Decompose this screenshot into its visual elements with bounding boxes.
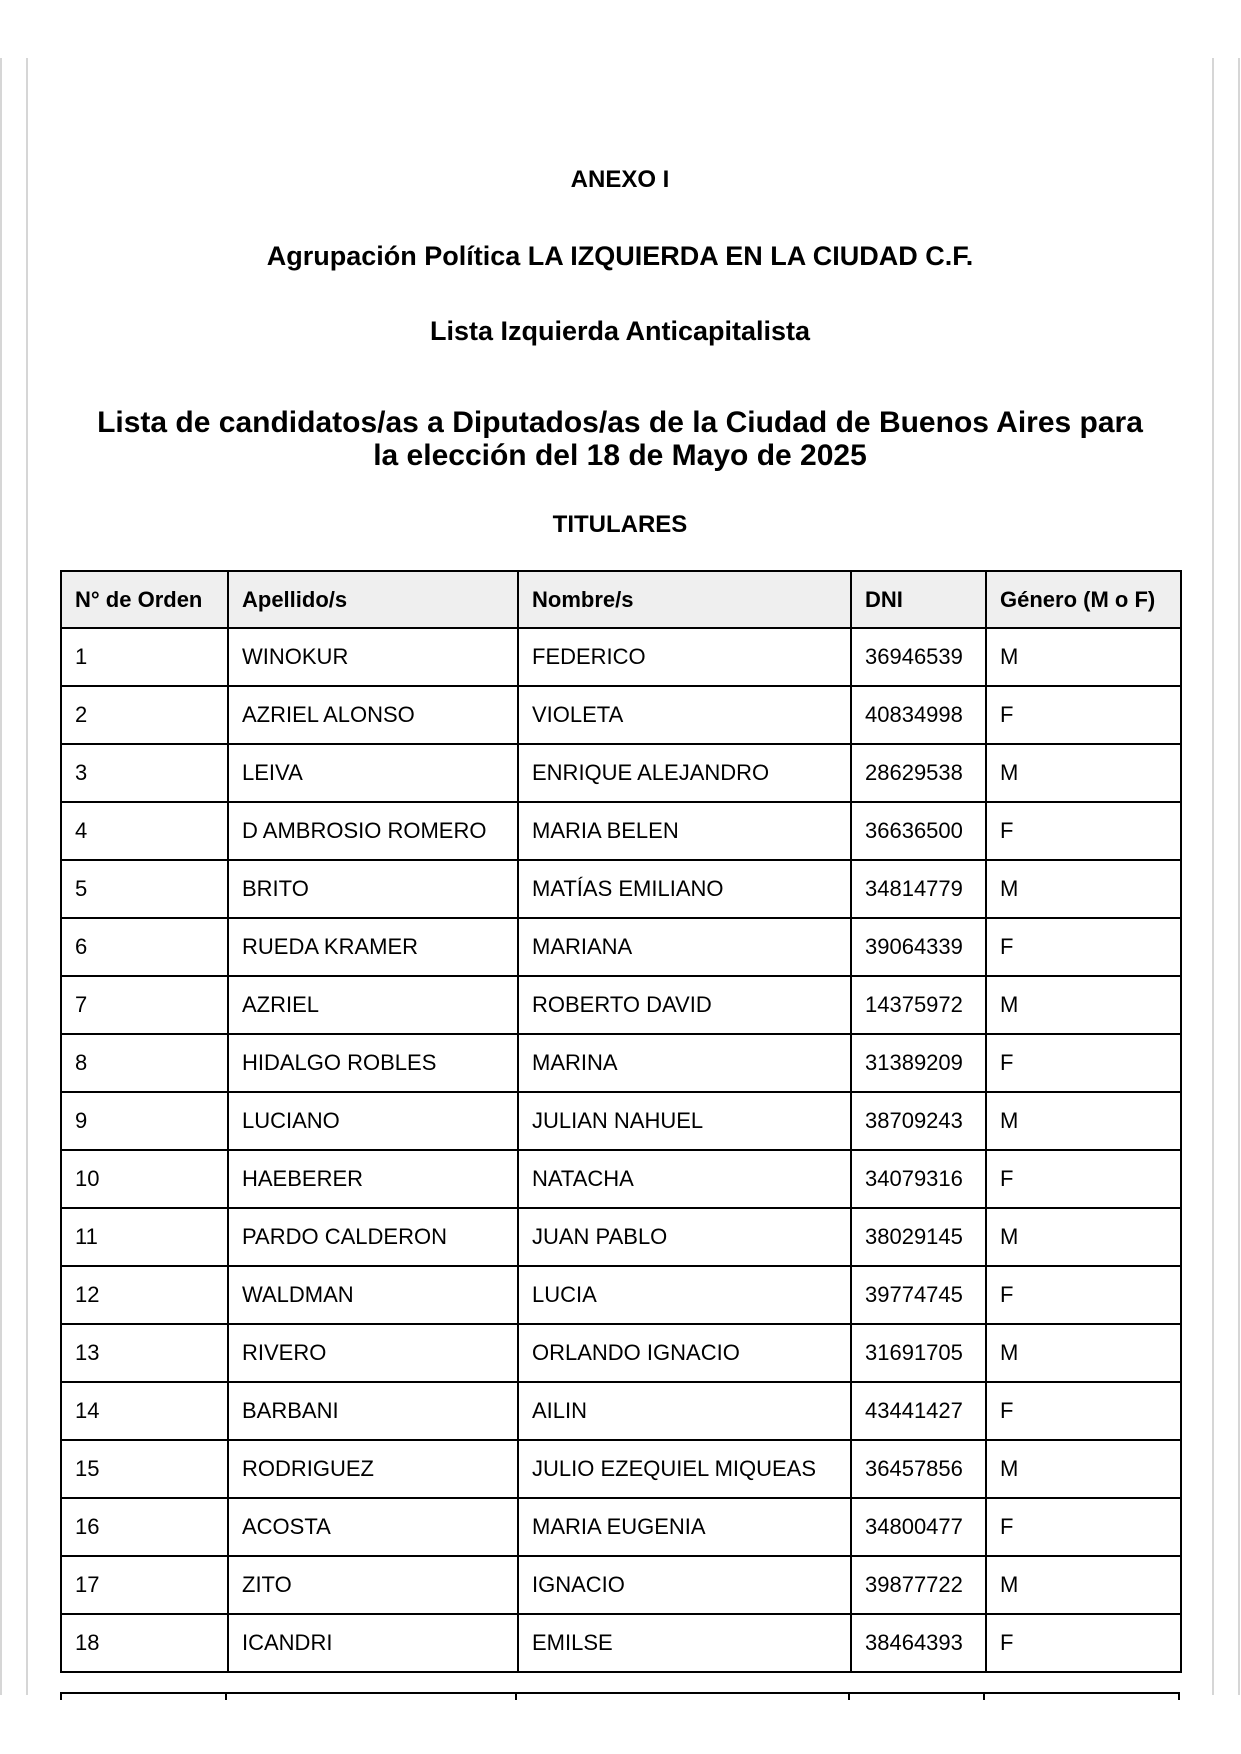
cell-genero: M	[986, 1556, 1181, 1614]
column-header-dni: DNI	[851, 571, 986, 628]
cell-orden: 4	[61, 802, 228, 860]
cell-orden: 9	[61, 1092, 228, 1150]
cell-orden: 5	[61, 860, 228, 918]
page-edge-outer-left	[0, 58, 2, 1695]
page-edge-inner-left	[26, 58, 28, 1695]
cell-nombre: MARIA BELEN	[518, 802, 851, 860]
candidate-row	[61, 744, 1181, 802]
annex-title: ANEXO I	[570, 166, 670, 193]
cell-orden: 15	[61, 1440, 228, 1498]
section-title-titulares: TITULARES	[552, 511, 688, 538]
cell-dni: 36946539	[851, 628, 986, 686]
cell-nombre: IGNACIO	[518, 1556, 851, 1614]
cell-apellido: HIDALGO ROBLES	[228, 1034, 518, 1092]
cell-apellido: AZRIEL ALONSO	[228, 686, 518, 744]
cell-dni: 38709243	[851, 1092, 986, 1150]
candidate-row	[61, 1150, 1181, 1208]
cell-nombre: JULIO EZEQUIEL MIQUEAS	[518, 1440, 851, 1498]
cell-nombre: VIOLETA	[518, 686, 851, 744]
cell-dni: 14375972	[851, 976, 986, 1034]
cell-apellido: RUEDA KRAMER	[228, 918, 518, 976]
list-name-title: Lista Izquierda Anticapitalista	[429, 316, 811, 346]
cell-genero: M	[986, 1092, 1181, 1150]
cell-orden: 3	[61, 744, 228, 802]
cell-orden: 11	[61, 1208, 228, 1266]
column-header-nombre: Nombre/s	[518, 571, 851, 628]
cell-dni: 36457856	[851, 1440, 986, 1498]
cell-orden: 6	[61, 918, 228, 976]
cell-genero: F	[986, 686, 1181, 744]
cell-genero: M	[986, 628, 1181, 686]
next-table-stub	[1178, 1694, 1180, 1700]
cell-genero: F	[986, 1614, 1181, 1672]
cell-orden: 18	[61, 1614, 228, 1672]
candidate-row	[61, 1614, 1181, 1672]
cell-apellido: BARBANI	[228, 1382, 518, 1440]
cell-orden: 12	[61, 1266, 228, 1324]
cell-apellido: LUCIANO	[228, 1092, 518, 1150]
cell-dni: 39877722	[851, 1556, 986, 1614]
cell-dni: 31691705	[851, 1324, 986, 1382]
candidates-table-body	[61, 628, 1181, 1672]
cell-apellido: BRITO	[228, 860, 518, 918]
cell-orden: 13	[61, 1324, 228, 1382]
cell-dni: 40834998	[851, 686, 986, 744]
cell-dni: 34814779	[851, 860, 986, 918]
cell-nombre: ENRIQUE ALEJANDRO	[518, 744, 851, 802]
cell-apellido: PARDO CALDERON	[228, 1208, 518, 1266]
column-header-genero: Género (M o F)	[986, 571, 1181, 628]
cell-genero: F	[986, 1034, 1181, 1092]
cell-orden: 10	[61, 1150, 228, 1208]
cell-apellido: HAEBERER	[228, 1150, 518, 1208]
cell-orden: 8	[61, 1034, 228, 1092]
candidate-row	[61, 1498, 1181, 1556]
cell-nombre: ROBERTO DAVID	[518, 976, 851, 1034]
next-table-stub	[60, 1694, 62, 1700]
cell-nombre: MARIA EUGENIA	[518, 1498, 851, 1556]
cell-apellido: ACOSTA	[228, 1498, 518, 1556]
main-title-line2: la elección del 18 de Mayo de 2025	[373, 439, 867, 472]
cell-genero: M	[986, 1208, 1181, 1266]
cell-genero: M	[986, 744, 1181, 802]
candidate-row	[61, 628, 1181, 686]
cell-dni: 39774745	[851, 1266, 986, 1324]
cell-orden: 14	[61, 1382, 228, 1440]
column-header-apellido: Apellido/s	[228, 571, 518, 628]
candidate-row	[61, 1324, 1181, 1382]
cell-nombre: LUCIA	[518, 1266, 851, 1324]
cell-genero: F	[986, 1266, 1181, 1324]
next-table-stub	[983, 1694, 985, 1700]
cell-nombre: MARINA	[518, 1034, 851, 1092]
column-header-orden: N° de Orden	[61, 571, 228, 628]
cell-dni: 31389209	[851, 1034, 986, 1092]
cell-genero: M	[986, 1440, 1181, 1498]
next-table-stub	[225, 1694, 227, 1700]
cell-apellido: ZITO	[228, 1556, 518, 1614]
page-edge-outer-right	[1238, 58, 1240, 1695]
candidate-row	[61, 918, 1181, 976]
candidate-row	[61, 1092, 1181, 1150]
candidate-row	[61, 1556, 1181, 1614]
cell-nombre: JUAN PABLO	[518, 1208, 851, 1266]
cell-orden: 16	[61, 1498, 228, 1556]
cell-dni: 39064339	[851, 918, 986, 976]
cell-genero: F	[986, 1498, 1181, 1556]
candidate-row	[61, 802, 1181, 860]
cell-nombre: EMILSE	[518, 1614, 851, 1672]
next-table-stub	[848, 1694, 850, 1700]
cell-nombre: NATACHA	[518, 1150, 851, 1208]
cell-dni: 38029145	[851, 1208, 986, 1266]
candidate-row	[61, 1034, 1181, 1092]
cell-orden: 17	[61, 1556, 228, 1614]
cell-apellido: ICANDRI	[228, 1614, 518, 1672]
cell-apellido: RODRIGUEZ	[228, 1440, 518, 1498]
cell-orden: 2	[61, 686, 228, 744]
cell-apellido: LEIVA	[228, 744, 518, 802]
cell-apellido: RIVERO	[228, 1324, 518, 1382]
cell-apellido: WINOKUR	[228, 628, 518, 686]
cell-genero: F	[986, 1382, 1181, 1440]
candidate-row	[61, 1266, 1181, 1324]
cell-dni: 36636500	[851, 802, 986, 860]
next-table-stub	[515, 1694, 517, 1700]
cell-dni: 43441427	[851, 1382, 986, 1440]
cell-nombre: FEDERICO	[518, 628, 851, 686]
cell-genero: M	[986, 976, 1181, 1034]
main-title	[27, 406, 1213, 472]
cell-apellido: D AMBROSIO ROMERO	[228, 802, 518, 860]
next-table-top-edge	[60, 1692, 1180, 1700]
header-row	[61, 571, 1181, 628]
cell-apellido: AZRIEL	[228, 976, 518, 1034]
candidate-row	[61, 976, 1181, 1034]
candidates-table	[60, 570, 1182, 1673]
candidates-table-header	[61, 571, 1181, 628]
cell-dni: 34800477	[851, 1498, 986, 1556]
cell-nombre: JULIAN NAHUEL	[518, 1092, 851, 1150]
cell-nombre: MARIANA	[518, 918, 851, 976]
candidate-row	[61, 1440, 1181, 1498]
cell-dni: 38464393	[851, 1614, 986, 1672]
cell-orden: 7	[61, 976, 228, 1034]
cell-orden: 1	[61, 628, 228, 686]
cell-genero: F	[986, 1150, 1181, 1208]
cell-genero: M	[986, 1324, 1181, 1382]
cell-apellido: WALDMAN	[228, 1266, 518, 1324]
cell-genero: M	[986, 860, 1181, 918]
cell-nombre: AILIN	[518, 1382, 851, 1440]
candidate-row	[61, 1382, 1181, 1440]
cell-genero: F	[986, 918, 1181, 976]
candidate-row	[61, 860, 1181, 918]
political-group-title: Agrupación Política LA IZQUIERDA EN LA CIUDAD C.F.	[266, 241, 974, 271]
cell-genero: F	[986, 802, 1181, 860]
cell-nombre: ORLANDO IGNACIO	[518, 1324, 851, 1382]
candidate-row	[61, 1208, 1181, 1266]
candidate-row	[61, 686, 1181, 744]
cell-nombre: MATÍAS EMILIANO	[518, 860, 851, 918]
main-title-line1: Lista de candidatos/as a Diputados/as de la Ciudad de Buenos Aires para	[97, 406, 1143, 439]
page-edge-inner-right	[1212, 58, 1214, 1695]
cell-dni: 34079316	[851, 1150, 986, 1208]
cell-dni: 28629538	[851, 744, 986, 802]
